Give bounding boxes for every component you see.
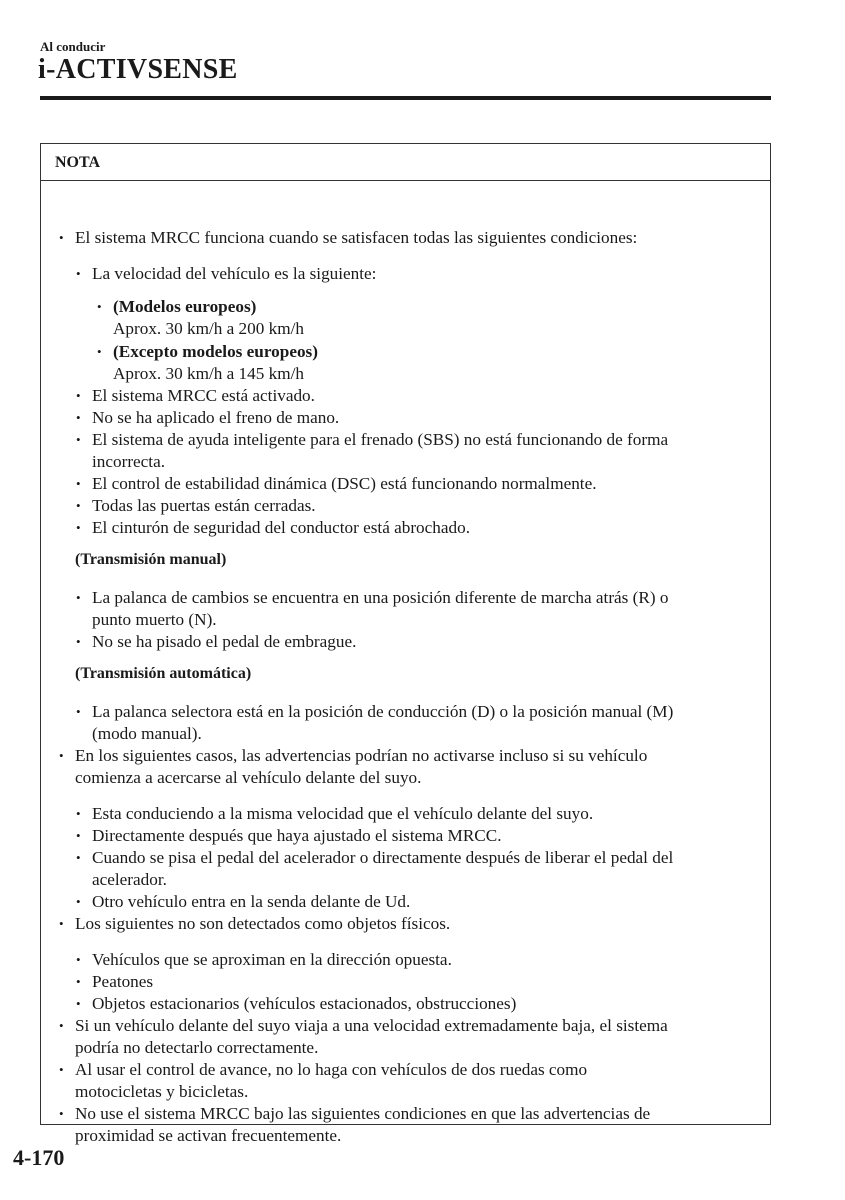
bullet-icon: • (59, 1018, 64, 1033)
note-line-text: Todas las puertas están cerradas. (92, 496, 316, 515)
note-line-text: El control de estabilidad dinámica (DSC) está funcionando normalmente. (92, 474, 597, 493)
bullet-icon: • (59, 916, 64, 931)
bullet-icon: • (76, 388, 81, 403)
note-line-text: En los siguientes casos, las advertencias podrían no activarse incluso si su vehículo (75, 746, 648, 765)
note-line-text: Otro vehículo entra en la senda delante de Ud. (92, 892, 411, 911)
note-line-text: (Transmisión manual) (75, 551, 227, 568)
bullet-icon: • (76, 894, 81, 909)
note-line-text: acelerador. (92, 870, 167, 889)
note-line-text: Al usar el control de avance, no lo haga con vehículos de dos ruedas como (75, 1060, 588, 1079)
note-line-text: No use el sistema MRCC bajo las siguientes condiciones en que las advertencias de (75, 1104, 651, 1123)
note-line-text: Directamente después que haya ajustado el sistema MRCC. (92, 826, 502, 845)
bullet-icon: • (59, 1106, 64, 1121)
bullet-icon: • (59, 230, 64, 245)
note-line-text: Cuando se pisa el pedal del acelerador o directamente después de liberar el pedal del (92, 848, 674, 867)
bullet-icon: • (76, 634, 81, 649)
bullet-icon: • (97, 299, 102, 314)
note-line-text: Si un vehículo delante del suyo viaja a una velocidad extremadamente baja, el sistema (75, 1016, 668, 1035)
note-line-text: No se ha pisado el pedal de embrague. (92, 632, 357, 651)
note-line-text: podría no detectarlo correctamente. (75, 1038, 319, 1057)
note-line-text: La velocidad del vehículo es la siguiente: (92, 264, 377, 283)
note-line-text: Esta conduciendo a la misma velocidad que el vehículo delante del suyo. (92, 804, 594, 823)
note-line-text: comienza a acercarse al vehículo delante del suyo. (75, 768, 422, 787)
bullet-icon: • (76, 806, 81, 821)
note-line-text: No se ha aplicado el freno de mano. (92, 408, 340, 427)
note-line-text: El sistema de ayuda inteligente para el frenado (SBS) no está funcionando de forma (92, 430, 669, 449)
bullet-icon: • (76, 952, 81, 967)
bullet-icon: • (59, 1062, 64, 1077)
bullet-icon: • (97, 344, 102, 359)
note-line-text: La palanca selectora está en la posición de conducción (D) o la posición manual (M) (92, 702, 674, 721)
note-title: NOTA (41, 144, 770, 181)
bullet-icon: • (76, 266, 81, 281)
note-line-text: Aprox. 30 km/h a 145 km/h (113, 364, 304, 383)
note-line-text: Objetos estacionarios (vehículos estacionados, obstrucciones) (92, 994, 517, 1013)
note-line-text: El cinturón de seguridad del conductor está abrochado. (92, 518, 470, 537)
note-line-text: El sistema MRCC está activado. (92, 386, 315, 405)
note-line-text: Aprox. 30 km/h a 200 km/h (113, 319, 304, 338)
note-line-text: motocicletas y bicicletas. (75, 1082, 249, 1101)
note-line-text: El sistema MRCC funciona cuando se satisfacen todas las siguientes condiciones: (75, 228, 638, 247)
bullet-icon: • (76, 520, 81, 535)
bullet-icon: • (76, 590, 81, 605)
note-line-text: La palanca de cambios se encuentra en una posición diferente de marcha atrás (R) o (92, 588, 669, 607)
note-line-text: proximidad se activan frecuentemente. (75, 1126, 342, 1145)
note-line-text: punto muerto (N). (92, 610, 217, 629)
bullet-icon: • (76, 476, 81, 491)
bullet-icon: • (76, 974, 81, 989)
note-box (40, 143, 771, 1145)
title-rule (40, 96, 771, 100)
bullet-icon: • (59, 748, 64, 763)
note-line-text: (Excepto modelos europeos) (113, 342, 318, 361)
note-line-text: Los siguientes no son detectados como objetos físicos. (75, 914, 451, 933)
note-line-text: (modo manual). (92, 724, 202, 743)
note-line-text: (Modelos europeos) (113, 297, 257, 316)
note-line-text: Vehículos que se aproximan en la dirección opuesta. (92, 950, 452, 969)
note-line-text: Peatones (92, 972, 154, 991)
note-line-text: (Transmisión automática) (75, 665, 252, 682)
bullet-icon: • (76, 704, 81, 719)
bullet-icon: • (76, 828, 81, 843)
page-number: 4-170 (13, 1145, 65, 1170)
bullet-icon: • (76, 996, 81, 1011)
page-title: i-ACTIVSENSE (38, 54, 238, 85)
section-label: Al conducir (40, 39, 106, 54)
bullet-icon: • (76, 850, 81, 865)
note-line-text: incorrecta. (92, 452, 165, 471)
bullet-icon: • (76, 410, 81, 425)
bullet-icon: • (76, 432, 81, 447)
bullet-icon: • (76, 498, 81, 513)
